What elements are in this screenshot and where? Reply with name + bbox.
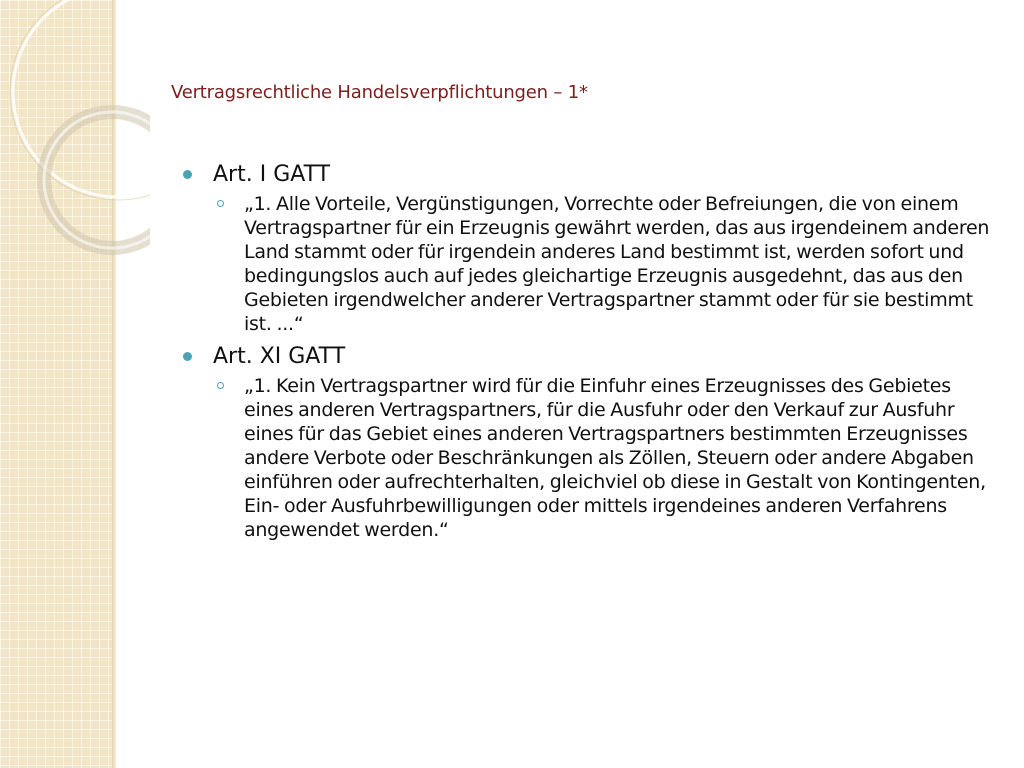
- bullet-dot-icon: [183, 352, 192, 361]
- bullet-dot-icon: [183, 170, 192, 179]
- quote-text: „1. Alle Vorteile, Vergünstigungen, Vorrechte oder Befreiungen, die von einem Vertragspartner für ein Erzeugnis gewährt werden, das aus irgendeinem anderen Land stammt oder für irgendein anderes Land bestimmt ist, werden sofort und bedingungslos auch auf jedes gleichartige Erzeugnis ausgedehnt, das aus den Gebieten irgendwelcher anderer Vertragspartner stammt oder für sie bestimmt ist. ...“: [244, 193, 990, 335]
- side-panel-edge: [112, 0, 116, 768]
- bullet-ring-icon: [217, 200, 224, 207]
- bullet-heading: Art. XI GATT: [213, 344, 346, 369]
- bullet-heading: Art. I GATT: [213, 162, 331, 187]
- sub-bullet-art-i-quote: [183, 192, 998, 336]
- bullet-ring-icon: [217, 382, 224, 389]
- slide-title: Vertragsrechtliche Handelsverpflichtungen – 1*: [171, 82, 588, 103]
- decorative-side-panel: [0, 0, 112, 768]
- sub-bullet-art-xi-quote: [183, 374, 998, 542]
- slide-content: [183, 160, 998, 548]
- bullet-item-art-xi: [183, 342, 998, 372]
- bullet-item-art-i: [183, 160, 998, 190]
- quote-text: „1. Kein Vertragspartner wird für die Einfuhr eines Erzeugnisses des Gebietes eines anderen Vertragspartners, für die Ausfuhr oder den Verkauf zur Ausfuhr eines für das Gebiet eines anderen Vertragspartners bestimmten Erzeugnisses andere Verbote oder Beschränkungen als Zöllen, Steuern oder andere Abgaben einführen oder aufrechterhalten, gleichviel ob diese in Gestalt von Kontingenten, Ein- oder Ausfuhrbewilligungen oder mittels irgendeines anderen Verfahrens angewendet werden.“: [244, 375, 986, 541]
